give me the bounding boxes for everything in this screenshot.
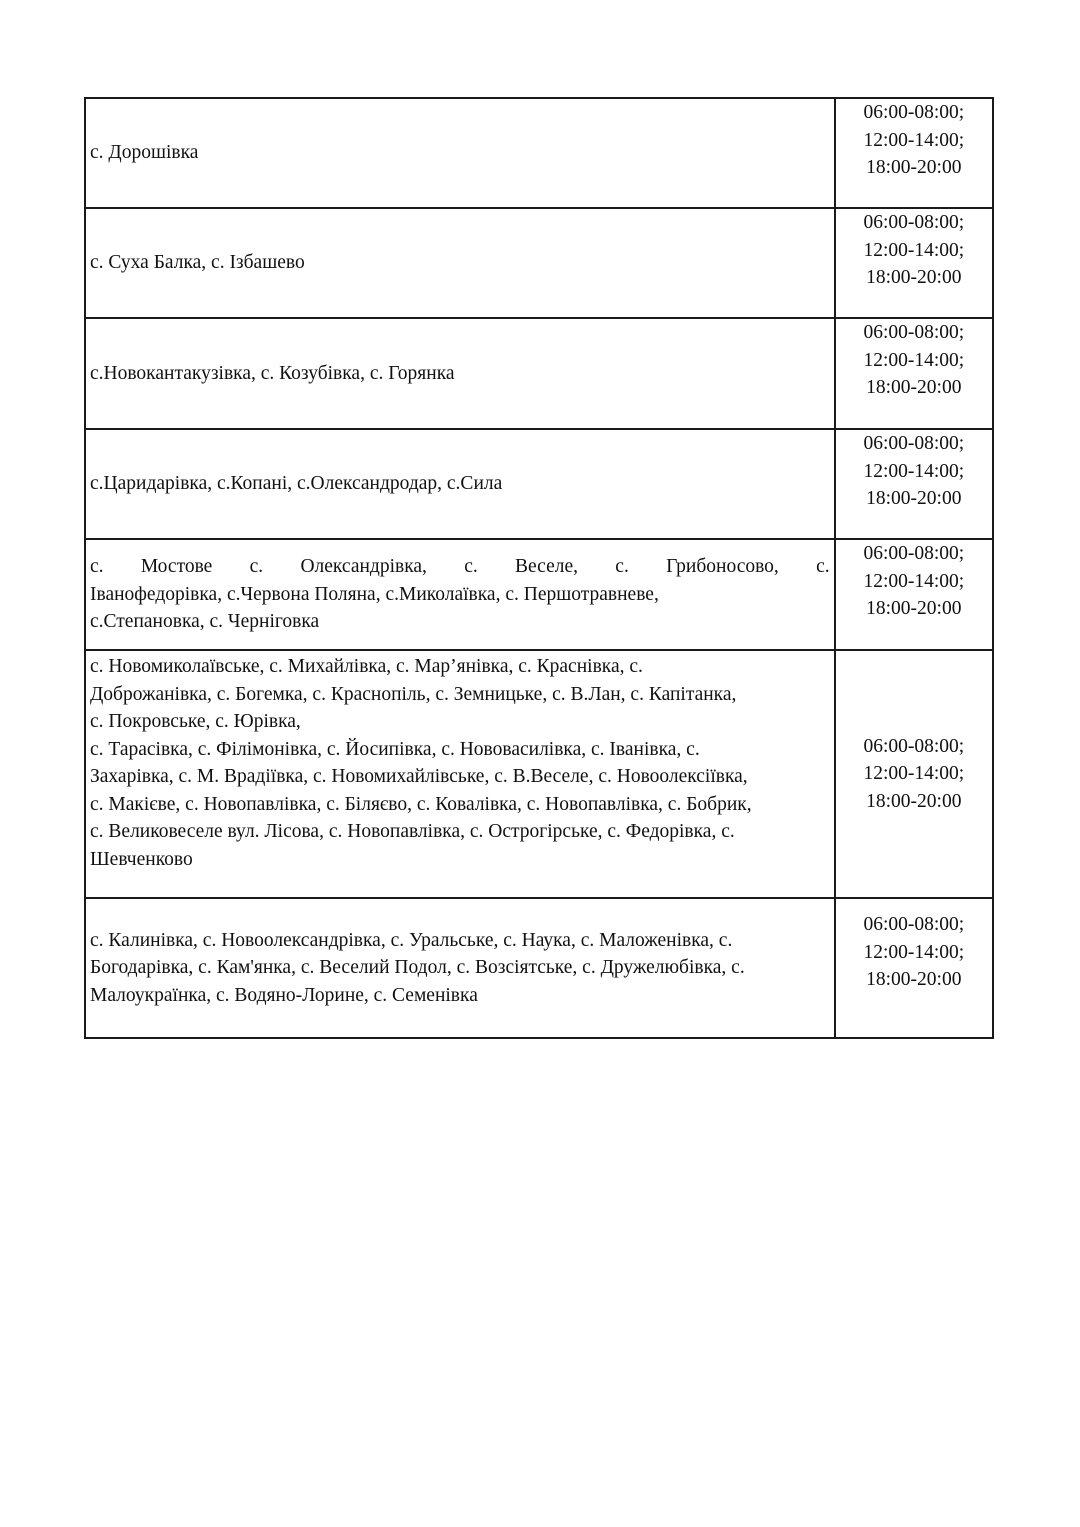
time-slot: 12:00-14:00;	[863, 460, 965, 482]
time-slot: 06:00-08:00;	[863, 543, 965, 564]
place-line: Малоукраїнка, с. Водяно-Лорине, с. Семенівка	[90, 984, 478, 1006]
place-line: с. Великовеселе вул. Лісова, с. Новопавлівка, с. Острогірське, с. Федорівка, с.	[90, 821, 735, 842]
place-line: с.Новокантакузівка, с. Козубівка, с. Горянка	[90, 362, 455, 384]
time-slot: 12:00-14:00;	[863, 941, 965, 963]
time-slot: 18:00-20:00	[866, 377, 962, 398]
table-row	[85, 208, 993, 318]
times-cell	[835, 318, 993, 429]
schedule-table	[84, 97, 994, 1039]
time-slot: 18:00-20:00	[866, 157, 962, 178]
place-line: с. Суха Балка, с. Ізбашево	[90, 252, 305, 274]
time-slot: 18:00-20:00	[866, 598, 962, 619]
table-row	[85, 539, 993, 650]
place-line: с. Мостове с. Олександрівка, с. Веселе, с. Грибоносово, с.	[90, 556, 830, 578]
places-cell	[85, 539, 835, 650]
time-slot: 18:00-20:00	[866, 488, 962, 509]
time-slot: 12:00-14:00;	[863, 570, 965, 592]
place-line: с.Царидарівка, с.Копані, с.Олександродар, с.Сила	[90, 473, 503, 495]
place-line: с. Макієве, с. Новопавлівка, с. Біляєво, с. Ковалівка, с. Новопавлівка, с. Бобрик,	[90, 793, 752, 815]
place-line: с. Покровське, с. Юрівка,	[90, 711, 301, 732]
time-slot: 06:00-08:00;	[863, 102, 965, 123]
time-slot: 06:00-08:00;	[863, 433, 965, 454]
times-cell	[835, 539, 993, 650]
place-line: с.Степановка, с. Черніговка	[90, 611, 320, 633]
time-slot: 12:00-14:00;	[863, 349, 965, 371]
place-line: Захарівка, с. М. Врадіївка, с. Новомихайлівське, с. В.Веселе, с. Новоолексіївка,	[90, 766, 748, 787]
table-row	[85, 898, 993, 1038]
time-slot: 12:00-14:00;	[863, 129, 965, 151]
times-cell	[835, 650, 993, 898]
times-cell	[835, 208, 993, 318]
time-slot: 18:00-20:00	[866, 969, 962, 990]
places-cell	[85, 429, 835, 539]
times-cell	[835, 898, 993, 1038]
places-cell	[85, 650, 835, 898]
place-line: Шевченково	[90, 848, 193, 870]
time-slot: 18:00-20:00	[866, 267, 962, 288]
place-line: Іванофедорівка, с.Червона Поляна, с.Миколаївка, с. Першотравневе,	[90, 583, 659, 605]
time-slot: 12:00-14:00;	[863, 763, 965, 785]
time-slot: 06:00-08:00;	[863, 914, 965, 935]
times-cell	[835, 429, 993, 539]
place-line: с. Новомиколаївське, с. Михайлівка, с. Мар’янівка, с. Краснівка, с.	[90, 656, 643, 677]
times-cell	[835, 98, 993, 208]
place-line: Богодарівка, с. Кам'янка, с. Веселий Подол, с. Возсіятське, с. Дружелюбівка, с.	[90, 957, 745, 979]
places-cell	[85, 898, 835, 1038]
table-row	[85, 98, 993, 208]
places-cell	[85, 318, 835, 429]
table-row	[85, 318, 993, 429]
table-row	[85, 650, 993, 898]
place-line: с. Дорошівка	[90, 142, 199, 164]
place-line: с. Тарасівка, с. Філімонівка, с. Йосипівка, с. Нововасилівка, с. Іванівка, с.	[90, 738, 700, 760]
time-slot: 18:00-20:00	[866, 790, 962, 812]
places-cell	[85, 208, 835, 318]
time-slot: 12:00-14:00;	[863, 239, 965, 261]
table-row	[85, 429, 993, 539]
places-cell	[85, 98, 835, 208]
time-slot: 06:00-08:00;	[863, 212, 965, 233]
place-line: Доброжанівка, с. Богемка, с. Краснопіль, с. Земницьке, с. В.Лан, с. Капітанка,	[90, 683, 737, 705]
time-slot: 06:00-08:00;	[863, 735, 965, 757]
time-slot: 06:00-08:00;	[863, 322, 965, 343]
place-line: с. Калинівка, с. Новоолександрівка, с. Уральське, с. Наука, с. Маложенівка, с.	[90, 929, 733, 951]
